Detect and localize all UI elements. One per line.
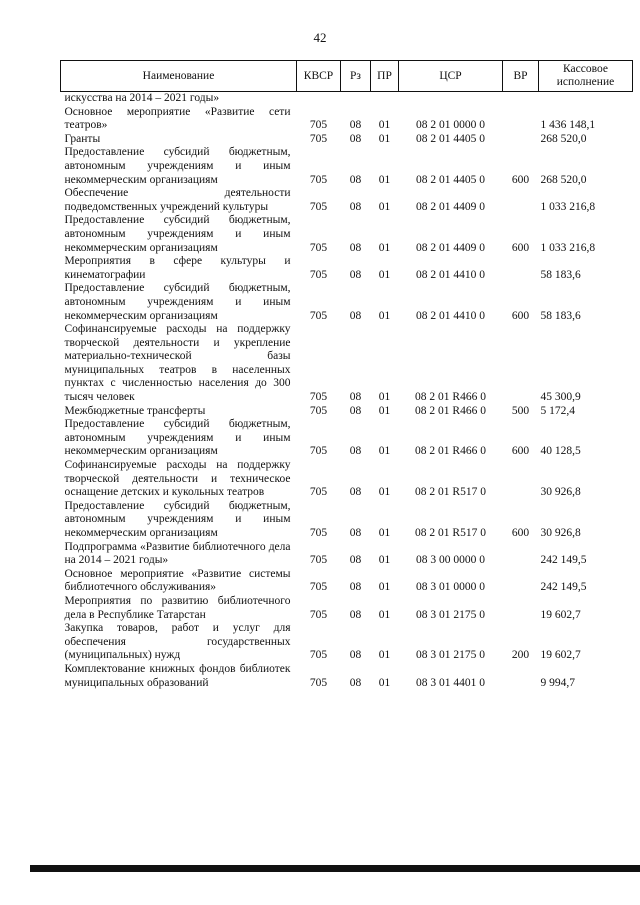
cell-csr: 08 2 01 R466 0 [415, 404, 486, 417]
cell-name: Закупка товаров, работ и услуг для обеспечения государственных (муниципальных) нужд [64, 622, 291, 662]
cell-pr: 01 [378, 404, 391, 417]
cell-amount: 268 520,0 [540, 132, 587, 145]
cell-kvsr: 705 [309, 391, 328, 404]
cell-kvsr: 705 [309, 554, 328, 567]
cell-rz: 08 [349, 581, 362, 594]
cell-amount: 30 926,8 [540, 527, 581, 539]
cell-csr: 08 2 01 R466 0 [415, 445, 486, 458]
cell-amount: 19 602,7 [540, 608, 581, 621]
cell-vr: 500 [511, 404, 530, 417]
cell-pr [371, 92, 399, 106]
table-row [61, 405, 633, 419]
cell-csr: 08 3 01 2175 0 [416, 649, 485, 662]
table-row [61, 500, 633, 541]
cell-rz: 08 [349, 445, 362, 458]
cell-name: Основное мероприятие «Развитие системы библиотечного обслуживания» [64, 567, 291, 594]
cell-kvsr: 705 [309, 132, 328, 145]
cell-rz: 08 [349, 554, 362, 567]
cell-kvsr: 705 [309, 445, 328, 458]
cell-pr: 01 [378, 241, 391, 254]
cell-csr: 08 2 01 4405 0 [416, 173, 485, 186]
cell-name: Подпрограмма «Развитие библиотечного дела на 2014 – 2021 годы» [64, 540, 291, 567]
cell-vr: 600 [511, 173, 530, 186]
cell-csr: 08 2 01 R466 0 [415, 391, 486, 404]
table-row [61, 323, 633, 405]
cell-amount: 1 033 216,8 [540, 200, 596, 213]
table-row [61, 214, 633, 255]
cell-amount: 1 033 216,8 [540, 241, 596, 254]
table-row [61, 133, 633, 147]
cell-rz: 08 [349, 132, 362, 145]
cell-name: Мероприятия по развитию библиотечного дела в Республике Татарстан [64, 594, 291, 621]
cell-pr: 01 [378, 173, 391, 186]
cell-vr [503, 541, 539, 568]
cell-csr: 08 2 01 4409 0 [416, 241, 485, 254]
cell-vr [503, 92, 539, 106]
table-row [61, 418, 633, 459]
cell-amount: 242 149,5 [540, 581, 587, 594]
cell-amount [539, 92, 633, 106]
table-row [61, 282, 633, 323]
cell-pr: 01 [378, 445, 391, 458]
cell-amount: 1 436 148,1 [540, 119, 596, 132]
cell-kvsr: 705 [309, 676, 328, 689]
cell-rz: 08 [349, 241, 362, 254]
cell-vr [503, 568, 539, 595]
cell-name: Предоставление субсидий бюджетным, автономным учреждениям и иным некоммерческим организациям [64, 146, 291, 186]
cell-kvsr: 705 [309, 173, 328, 186]
cell-name: Предоставление субсидий бюджетным, автономным учреждениям и иным некоммерческим организациям [64, 214, 291, 254]
cell-vr [503, 187, 539, 214]
cell-name: Предоставление субсидий бюджетным, автономным учреждениям и иным некоммерческим организациям [64, 499, 291, 539]
cell-pr: 01 [378, 649, 391, 662]
cell-vr: 200 [511, 649, 530, 662]
cell-name: Предоставление субсидий бюджетным, автономным учреждениям и иным некоммерческим организациям [64, 282, 291, 322]
cell-rz: 08 [349, 649, 362, 662]
cell-csr: 08 2 01 0000 0 [416, 119, 485, 132]
table-row [61, 146, 633, 187]
cell-vr [503, 106, 539, 133]
cell-rz: 08 [349, 676, 362, 689]
cell-rz: 08 [349, 486, 362, 499]
cell-csr: 08 3 01 4401 0 [416, 676, 485, 689]
cell-pr: 01 [378, 486, 391, 499]
cell-csr: 08 2 01 R517 0 [415, 486, 486, 499]
cell-kvsr: 705 [309, 200, 328, 213]
table-row [61, 459, 633, 500]
cell-pr: 01 [378, 676, 391, 689]
cell-vr [503, 133, 539, 147]
cell-pr: 01 [378, 268, 391, 281]
cell-name: Межбюджетные трансферты [64, 404, 206, 417]
table-row [61, 541, 633, 568]
cell-name: Основное мероприятие «Развитие сети театров» [64, 105, 291, 132]
cell-rz: 08 [349, 119, 362, 132]
cell-vr: 600 [511, 527, 530, 539]
header-kvsr: КВСР [297, 61, 341, 92]
table-header-row [61, 61, 633, 92]
table-row [61, 255, 633, 282]
cell-kvsr: 705 [309, 649, 328, 662]
cell-kvsr: 705 [309, 309, 328, 322]
cell-kvsr: 705 [309, 119, 328, 132]
budget-table [60, 60, 633, 690]
cell-pr: 01 [378, 391, 391, 404]
cell-rz: 08 [349, 200, 362, 213]
cell-rz: 08 [349, 309, 362, 322]
cell-vr [503, 663, 539, 690]
cell-pr: 01 [378, 119, 391, 132]
cell-pr: 01 [378, 200, 391, 213]
cell-pr: 01 [378, 608, 391, 621]
cell-rz [341, 92, 371, 106]
table-row [61, 622, 633, 663]
header-pr: ПР [371, 61, 399, 92]
cell-pr: 01 [378, 132, 391, 145]
cell-csr: 08 3 01 0000 0 [416, 581, 485, 594]
table-row [61, 106, 633, 133]
cell-amount: 45 300,9 [540, 391, 581, 404]
cell-name: искусства на 2014 – 2021 годы» [64, 92, 220, 104]
page-number: 42 [313, 30, 327, 45]
cell-amount: 58 183,6 [540, 268, 581, 281]
cell-rz: 08 [349, 391, 362, 404]
cell-amount: 5 172,4 [540, 404, 575, 417]
cell-amount: 268 520,0 [540, 173, 587, 186]
cell-csr: 08 2 01 4405 0 [416, 132, 485, 145]
cell-kvsr: 705 [309, 241, 328, 254]
cell-rz: 08 [349, 608, 362, 621]
cell-vr [503, 595, 539, 622]
cell-name: Комплектование книжных фондов библиотек муниципальных образований [64, 662, 291, 689]
cell-pr: 01 [378, 554, 391, 567]
scan-bottom-edge [30, 865, 640, 872]
table-row [61, 568, 633, 595]
header-csr: ЦСР [399, 61, 503, 92]
cell-csr: 08 2 01 R517 0 [415, 527, 486, 539]
cell-rz: 08 [349, 404, 362, 417]
cell-vr [503, 459, 539, 500]
cell-rz: 08 [349, 173, 362, 186]
cell-vr: 600 [511, 241, 530, 254]
cell-rz: 08 [349, 268, 362, 281]
cell-kvsr [297, 92, 341, 106]
cell-amount: 30 926,8 [540, 486, 581, 499]
cell-name: Софинансируемые расходы на поддержку творческой деятельности и укрепление материально-технической базы муниципальных театров в населенных пунктах с численностью населения до 300 тысяч человек [64, 323, 291, 404]
cell-csr: 08 2 01 4410 0 [416, 268, 485, 281]
cell-name: Предоставление субсидий бюджетным, автономным учреждениям и иным некоммерческим организациям [64, 418, 291, 458]
cell-csr: 08 2 01 4410 0 [416, 309, 485, 322]
table-row [61, 663, 633, 690]
cell-vr: 600 [511, 309, 530, 322]
cell-pr: 01 [378, 581, 391, 594]
header-amount: Кассовое исполнение [539, 61, 633, 92]
header-rz: Рз [341, 61, 371, 92]
cell-pr: 01 [378, 309, 391, 322]
cell-name: Софинансируемые расходы на поддержку творческой деятельности и техническое оснащение детских и кукольных театров [64, 459, 291, 499]
cell-rz: 08 [349, 527, 362, 539]
table-row [61, 187, 633, 214]
cell-kvsr: 705 [309, 527, 328, 539]
cell-pr: 01 [378, 527, 391, 539]
cell-vr: 600 [511, 445, 530, 458]
cell-kvsr: 705 [309, 486, 328, 499]
cell-csr: 08 3 01 2175 0 [416, 608, 485, 621]
table-row [61, 595, 633, 622]
cell-kvsr: 705 [309, 581, 328, 594]
cell-csr: 08 2 01 4409 0 [416, 200, 485, 213]
cell-name: Обеспечение деятельности подведомственных учреждений культуры [64, 187, 291, 213]
cell-vr [503, 323, 539, 405]
cell-csr: 08 3 00 0000 0 [416, 554, 485, 567]
cell-kvsr: 705 [309, 404, 328, 417]
cell-vr [503, 255, 539, 282]
cell-kvsr: 705 [309, 268, 328, 281]
cell-amount: 242 149,5 [540, 554, 587, 567]
cell-amount: 19 602,7 [540, 649, 581, 662]
cell-csr [399, 92, 503, 106]
header-name: Наименование [61, 61, 297, 92]
table-row [61, 92, 633, 106]
cell-kvsr: 705 [309, 608, 328, 621]
cell-amount: 9 994,7 [540, 676, 575, 689]
cell-amount: 58 183,6 [540, 309, 581, 322]
cell-name: Мероприятия в сфере культуры и кинематографии [64, 255, 291, 281]
cell-amount: 40 128,5 [540, 445, 581, 458]
header-vr: ВР [503, 61, 539, 92]
cell-name: Гранты [64, 132, 101, 145]
